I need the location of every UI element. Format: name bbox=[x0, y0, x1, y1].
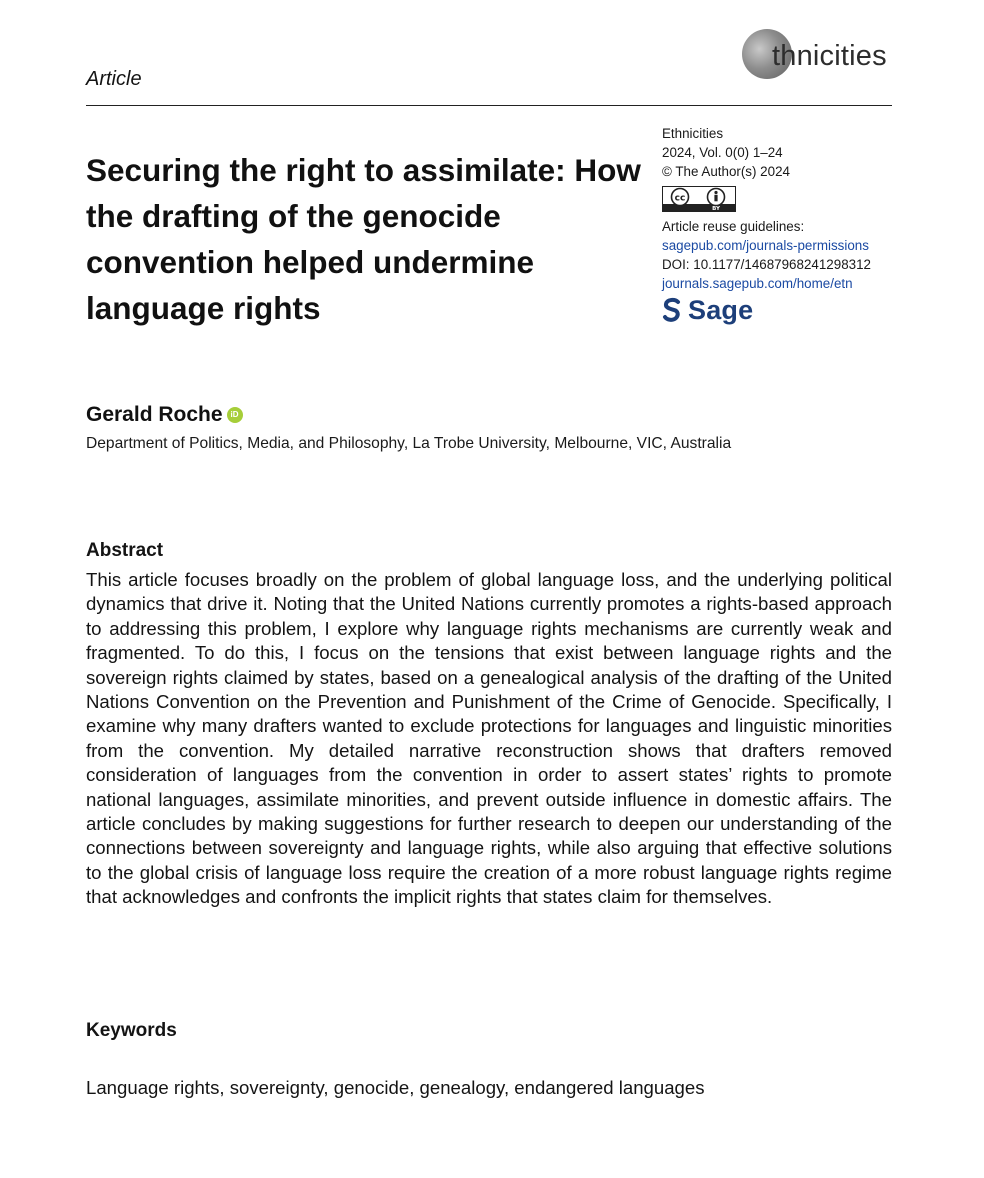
header-divider bbox=[86, 105, 892, 106]
journal-logo bbox=[742, 26, 902, 82]
cc-by-icon[interactable] bbox=[662, 186, 736, 212]
journal-homepage-link[interactable]: journals.sagepub.com/home/etn bbox=[662, 276, 853, 291]
journal-logo-text: thnicities bbox=[772, 40, 887, 72]
article-title: Securing the right to assimilate: How the drafting of the genocide convention helped undermine language rights bbox=[86, 152, 641, 326]
author-line bbox=[86, 403, 243, 427]
svg-text:BY: BY bbox=[712, 206, 720, 212]
svg-text:cc: cc bbox=[674, 193, 686, 204]
keywords-heading: Keywords bbox=[86, 1020, 177, 1041]
doi: DOI: 10.1177/14687968241298312 bbox=[662, 257, 871, 272]
orcid-icon[interactable]: iD bbox=[227, 407, 243, 423]
publisher-logo bbox=[662, 294, 902, 325]
article-type-label: Article bbox=[86, 68, 142, 90]
sage-s-icon bbox=[662, 297, 682, 323]
abstract-heading: Abstract bbox=[86, 540, 164, 561]
author-name: Gerald Roche bbox=[86, 403, 223, 426]
abstract-text: This article focuses broadly on the problem of global language loss, and the underlying political dynamics that drive it. Noting that the United Nations currently promotes a rights-based approach to addressing this problem, I explore why language rights mechanisms are currently weak and fragmented. To do this, I focus on the tensions that exist between language rights and the sovereign rights claimed by states, based on a genealogical analysis of the drafting of the United Nations Convention on the Prevention and Punishment of the Crime of Genocide. Specifically, I examine why many drafters wanted to exclude protections for languages and linguistic minorities from the convention. My detailed narrative reconstruction shows that drafters removed consideration of languages from the convention in order to assert states’ rights to promote national languages, assimilate minorities, and prevent outside influence in domestic affairs. The article concludes by making suggestions for further research to deepen our understanding of the connections between sovereignty and language rights, while also arguing that effective solutions to the global crisis of language loss require the creation of a more robust language rights regime that acknowledges and confronts the implicit rights that states claim for themselves. bbox=[86, 569, 892, 908]
journal-name: Ethnicities bbox=[662, 126, 724, 141]
publication-metadata bbox=[662, 124, 902, 323]
author-affiliation: Department of Politics, Media, and Philosophy, La Trobe University, Melbourne, VIC, Australia bbox=[86, 435, 732, 452]
copyright-notice: © The Author(s) 2024 bbox=[662, 164, 790, 179]
reuse-guidelines-link[interactable]: sagepub.com/journals-permissions bbox=[662, 238, 869, 253]
keywords-text: Language rights, sovereignty, genocide, genealogy, endangered languages bbox=[86, 1077, 705, 1098]
reuse-guidelines-label: Article reuse guidelines: bbox=[662, 219, 805, 234]
volume-info: 2024, Vol. 0(0) 1–24 bbox=[662, 145, 783, 160]
publisher-name: Sage bbox=[688, 294, 754, 325]
